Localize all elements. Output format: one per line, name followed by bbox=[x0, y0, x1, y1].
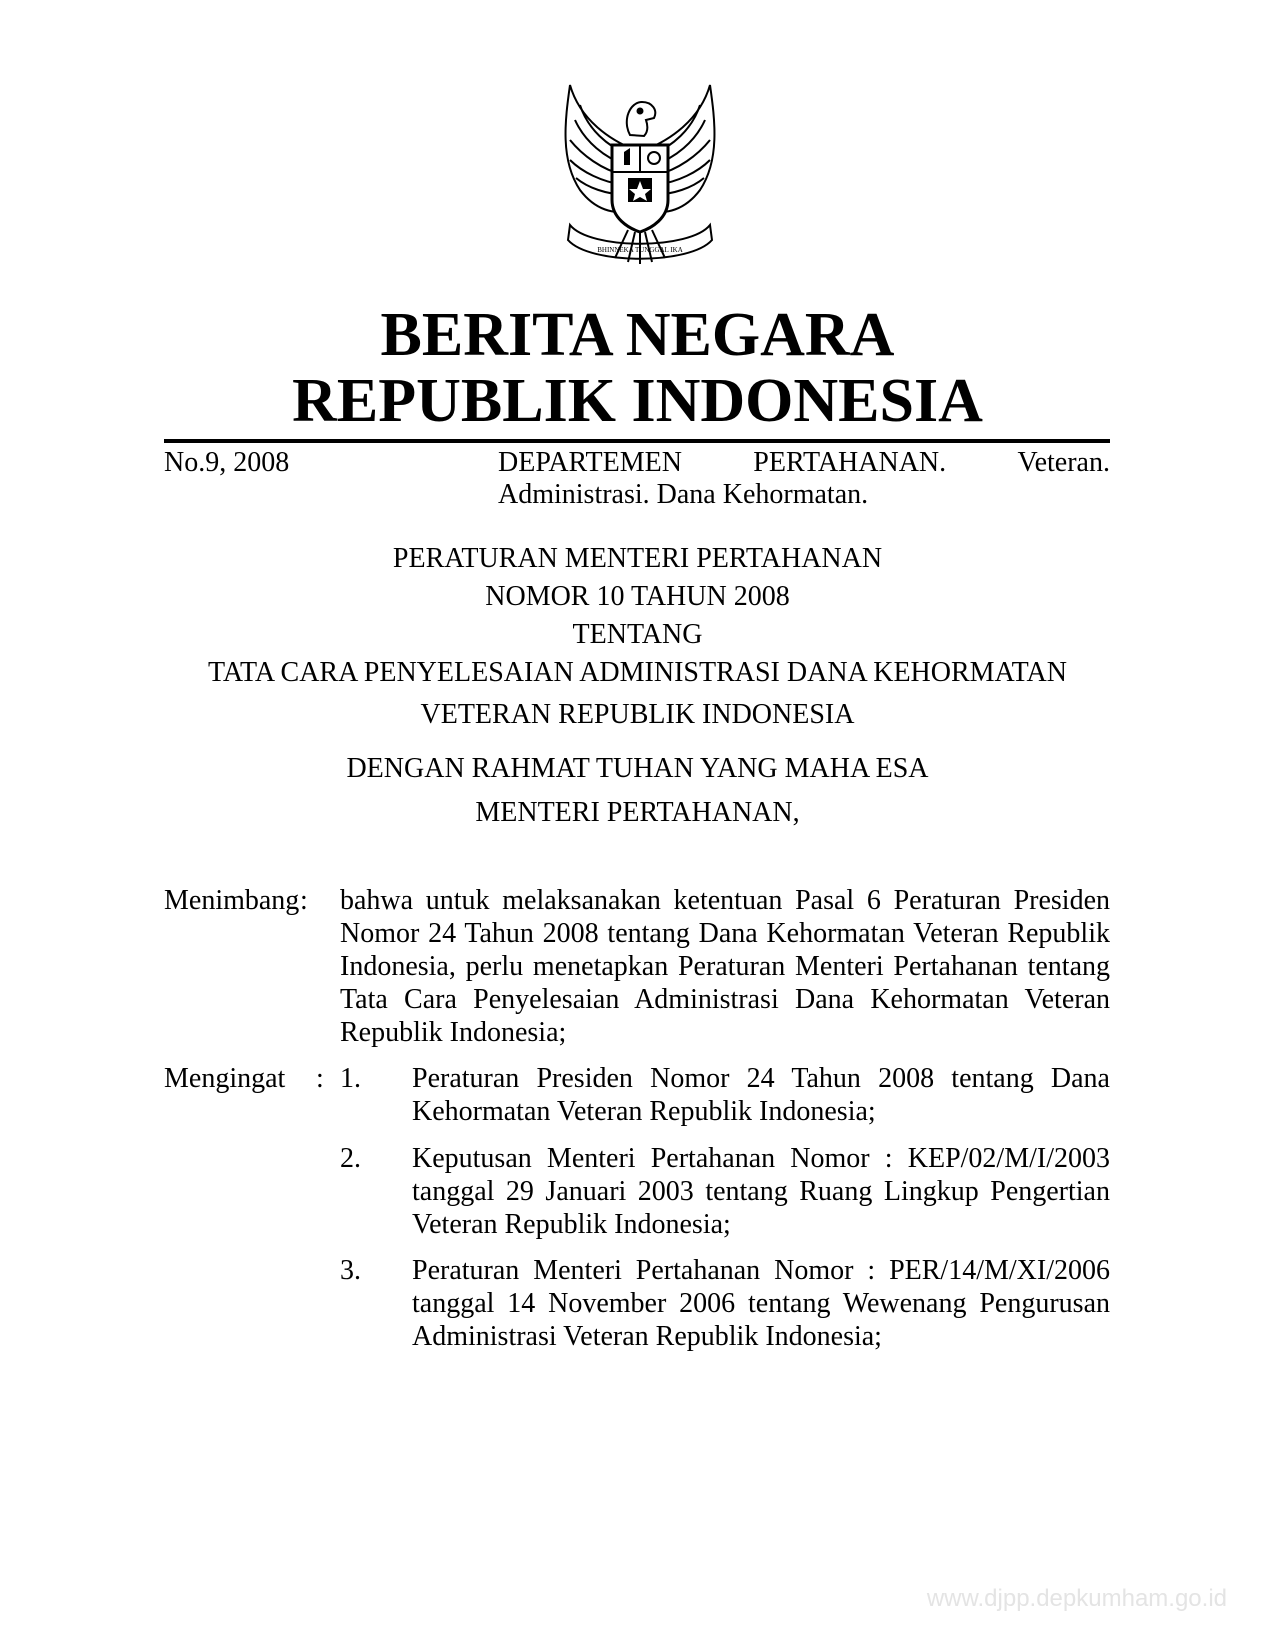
menimbang-label: Menimbang bbox=[164, 885, 300, 916]
regulation-title: PERATURAN MENTERI PERTAHANAN bbox=[392, 543, 883, 574]
regulation-subject: TATA CARA PENYELESAIAN ADMINISTRASI DANA KEHORMATAN bbox=[208, 657, 1067, 688]
regulation-tentang: TENTANG bbox=[572, 619, 703, 650]
mengingat-label: Mengingat bbox=[164, 1063, 286, 1094]
masthead-subtitle: REPUBLIK INDONESIA bbox=[292, 367, 983, 435]
masthead-title: BERITA NEGARA bbox=[380, 301, 895, 369]
mengingat-item-number: 1. bbox=[340, 1063, 361, 1094]
mengingat-item-text: Peraturan Menteri Pertahanan Nomor : PER/14/M/XI/2006 tanggal 14 November 2006 tentang Wewenang Pengurusan Administrasi Veteran Republik Indonesia; bbox=[412, 1255, 1110, 1352]
issue-subject-line1 bbox=[498, 446, 1110, 480]
emblem-motto: BHINNEKA TUNGGAL IKA bbox=[597, 246, 683, 254]
mengingat-colon: : bbox=[316, 1063, 324, 1094]
masthead-divider bbox=[164, 439, 1110, 443]
issue-subject-line2: Administrasi. Dana Kehormatan. bbox=[498, 479, 869, 510]
regulation-subject-cont: VETERAN REPUBLIK INDONESIA bbox=[420, 699, 855, 730]
mengingat-item-text: Keputusan Menteri Pertahanan Nomor : KEP/02/M/I/2003 tanggal 29 Januari 2003 tentang Ruang Lingkup Pengertian Veteran Republik Indonesia; bbox=[412, 1143, 1110, 1240]
menimbang-colon: : bbox=[300, 885, 308, 916]
mengingat-item-text: Peraturan Presiden Nomor 24 Tahun 2008 tentang Dana Kehormatan Veteran Republik Indonesia; bbox=[412, 1063, 1110, 1127]
issuer: MENTERI PERTAHANAN, bbox=[475, 797, 800, 828]
source-watermark: www.djpp.depkumham.go.id bbox=[926, 1585, 1227, 1612]
mengingat-item-number: 2. bbox=[340, 1143, 361, 1174]
issue-subject-word: Veteran. bbox=[1017, 447, 1110, 478]
mengingat-item-number: 3. bbox=[340, 1255, 361, 1286]
invocation: DENGAN RAHMAT TUHAN YANG MAHA ESA bbox=[346, 753, 929, 784]
regulation-number: NOMOR 10 TAHUN 2008 bbox=[485, 581, 790, 612]
garuda-emblem bbox=[540, 80, 740, 275]
issue-subject-word: DEPARTEMEN bbox=[498, 447, 682, 478]
menimbang-text: bahwa untuk melaksanakan ketentuan Pasal 6 Peraturan Presiden Nomor 24 Tahun 2008 tentang Dana Kehormatan Veteran Republik Indonesia, perlu menetapkan Peraturan Menteri Pertahanan tentang Tata Cara Penyelesaian Administrasi Dana Kehormatan Veteran Republik Indonesia; bbox=[340, 885, 1110, 1048]
garuda-emblem-graphic bbox=[540, 80, 740, 275]
issue-number: No.9, 2008 bbox=[164, 447, 290, 478]
issue-subject-word: PERTAHANAN. bbox=[753, 447, 947, 478]
